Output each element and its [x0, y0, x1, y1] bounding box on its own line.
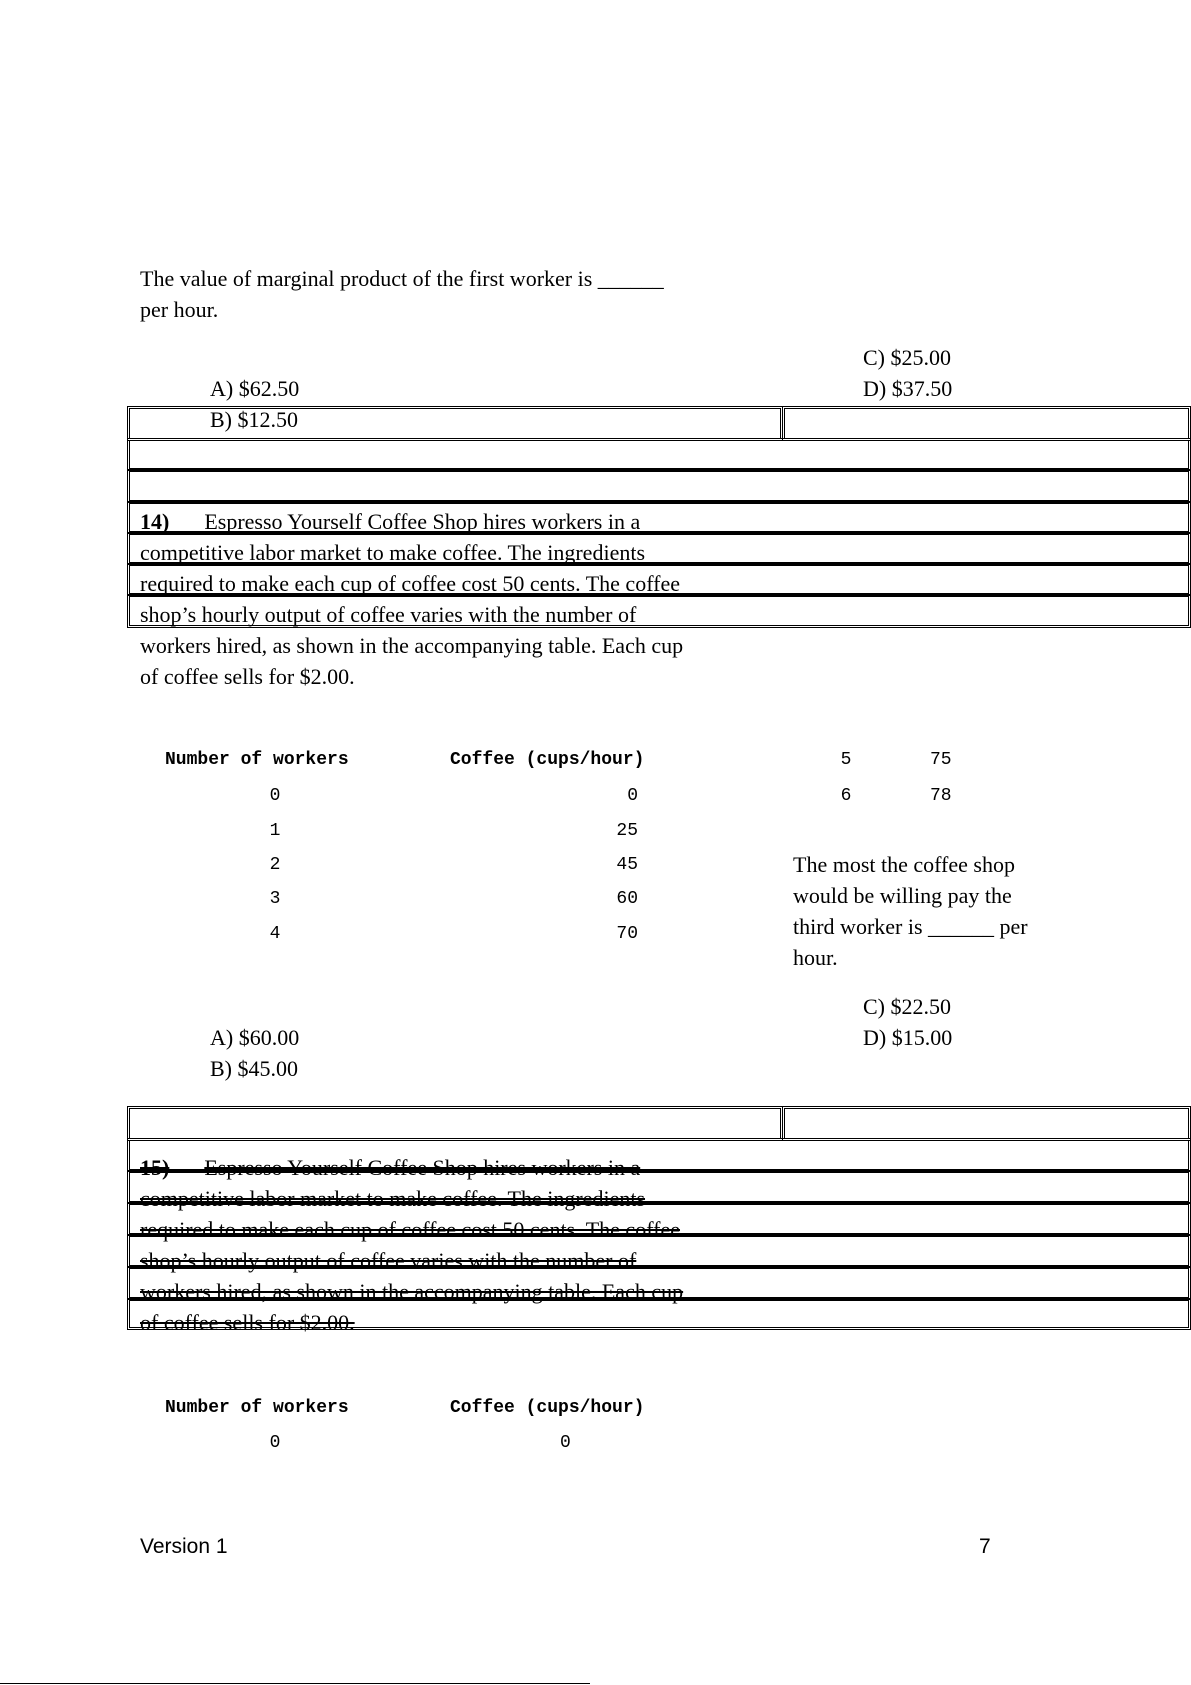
q15-table-header-coffee: Coffee (cups/hour) [450, 1398, 645, 1418]
q14-table-header-coffee: Coffee (cups/hour) [450, 750, 645, 770]
q14-cell-coffee: 25 [616, 821, 638, 841]
q14-cell-coffee: 0 [627, 786, 638, 806]
q13-option-b[interactable]: B) $12.50 [210, 407, 298, 432]
q14-number: 14) [140, 509, 170, 534]
q14-question [793, 849, 1028, 973]
q13-stem-line: The value of marginal product of the first worker is ______ [140, 266, 664, 291]
q14-cell-workers: 2 [269, 855, 281, 875]
q14-question-line: would be willing pay the [793, 883, 1012, 908]
q15-stem-line: workers hired, as shown in the accompanying table. Each cup [140, 1279, 684, 1304]
q13-option-a[interactable]: A) $62.50 [210, 376, 300, 401]
q14-cell-workers: 0 [269, 786, 281, 806]
q14-cell-coffee: 78 [930, 786, 952, 806]
q14-question-line: hour. [793, 945, 838, 970]
q14-stem-line: of coffee sells for $2.00. [140, 664, 355, 689]
table-cell-border [127, 406, 783, 441]
q13-stem-line: per hour. [140, 297, 219, 322]
q14-cell-workers: 5 [840, 750, 852, 770]
table-cell-border [782, 1106, 1191, 1141]
q14-cell-workers: 1 [269, 821, 281, 841]
q14-stem-line: required to make each cup of coffee cost 50 cents. The coffee [140, 571, 680, 596]
q15-stem-line: competitive labor market to make coffee. The ingredients [140, 1186, 646, 1211]
q14-question-line: The most the coffee shop [793, 852, 1015, 877]
q15-stem-line: shop’s hourly output of coffee varies with the number of [140, 1248, 637, 1273]
table-cell-border [127, 1106, 783, 1141]
q15-cell-coffee: 0 [560, 1433, 571, 1453]
q14-stem [140, 506, 683, 692]
q14-cell-coffee: 75 [930, 750, 952, 770]
footer-version: Version 1 [140, 1535, 228, 1558]
q15-cell-workers: 0 [269, 1433, 281, 1453]
q15-stem [140, 1152, 683, 1338]
q13-option-c[interactable]: C) $25.00 [863, 345, 951, 370]
q14-stem-line: 14) Espresso Yourself Coffee Shop hires workers in a [140, 509, 641, 534]
footer-page-number: 7 [979, 1535, 991, 1558]
q14-option-c[interactable]: C) $22.50 [863, 994, 951, 1019]
q14-cell-workers: 6 [840, 786, 852, 806]
q14-cell-coffee: 70 [616, 924, 638, 944]
q15-table-header-workers: Number of workers [165, 1398, 349, 1418]
table-row-border [127, 438, 1191, 471]
q14-cell-coffee: 45 [616, 855, 638, 875]
q14-cell-workers: 4 [269, 924, 281, 944]
q14-stem-line: shop’s hourly output of coffee varies with the number of [140, 602, 637, 627]
q14-table-header-workers: Number of workers [165, 750, 349, 770]
table-cell-border [782, 406, 1191, 441]
q15-stem-line: 15) Espresso Yourself Coffee Shop hires workers in a [140, 1155, 641, 1180]
bottom-rule [0, 1683, 590, 1684]
table-row-border [127, 469, 1191, 503]
q14-cell-workers: 3 [269, 889, 281, 909]
q14-option-b[interactable]: B) $45.00 [210, 1056, 298, 1081]
q15-stem-line: of coffee sells for $2.00. [140, 1310, 355, 1335]
q14-stem-line: workers hired, as shown in the accompanying table. Each cup [140, 633, 684, 658]
q14-option-a[interactable]: A) $60.00 [210, 1025, 300, 1050]
q14-stem-line: competitive labor market to make coffee. The ingredients [140, 540, 646, 565]
q13-stem [140, 263, 664, 325]
q14-cell-coffee: 60 [616, 889, 638, 909]
q13-option-d[interactable]: D) $37.50 [863, 376, 953, 401]
q14-option-d[interactable]: D) $15.00 [863, 1025, 953, 1050]
q15-stem-line: required to make each cup of coffee cost 50 cents. The coffee [140, 1217, 680, 1242]
q14-question-line: third worker is ______ per [793, 914, 1028, 939]
q15-number: 15) [140, 1155, 170, 1180]
